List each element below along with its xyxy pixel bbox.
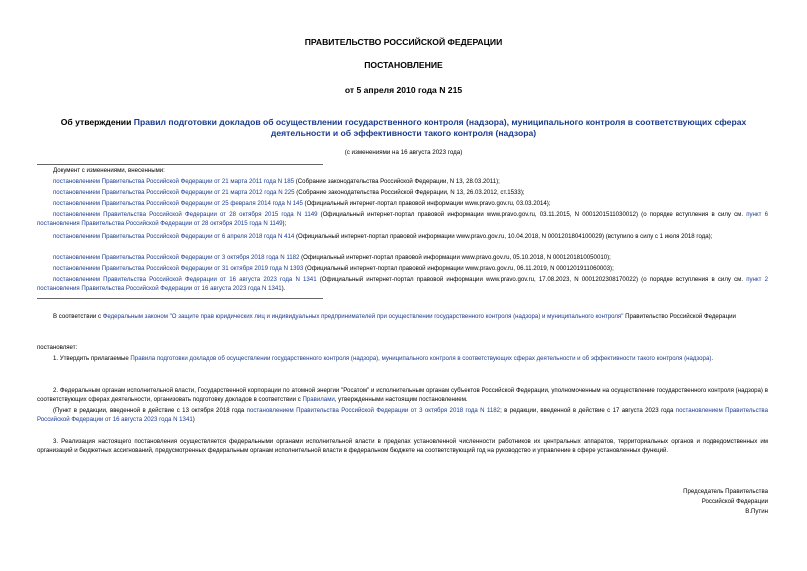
paragraph-2-after: , утвержденными настоящим постановлением. bbox=[334, 396, 468, 403]
amendment-link-1[interactable]: постановлением Правительства Российской Федерации от 21 марта 2011 года N 185 bbox=[53, 178, 295, 185]
signature-organization: Российской Федерации bbox=[701, 498, 768, 505]
decides-label: постановляет: bbox=[37, 344, 78, 351]
amendment-link-8[interactable]: постановлением Правительства Российской Федерации от 16 августа 2023 года N 1341 bbox=[53, 276, 317, 283]
amendment-link-3[interactable]: постановлением Правительства Российской Федерации от 25 февраля 2014 года N 145 bbox=[53, 200, 303, 207]
amendment-sublink-8[interactable]: пункт 2 постановления Правительства Российской Федерации от 16 августа 2023 года N 1341 bbox=[37, 276, 768, 292]
amendment-link-2[interactable]: постановлением Правительства Российской Федерации от 21 марта 2012 года N 225 bbox=[53, 189, 295, 196]
amendment-tail-8: ). bbox=[281, 285, 286, 292]
note-after: ) bbox=[192, 416, 195, 423]
amendment-tail-4: ); bbox=[282, 220, 287, 227]
edition-note: (с изменениями на 16 августа 2023 года) bbox=[344, 149, 463, 156]
federal-law-link[interactable]: Федеральным законом "О защите прав юридических лиц и индивидуальных предпринимателей при осуществлении государственного контроля (надзора) и муниципального контроля" bbox=[102, 313, 624, 320]
bottom-divider bbox=[37, 298, 323, 299]
rules-short-link[interactable]: Правилами bbox=[302, 396, 335, 403]
preamble bbox=[37, 312, 768, 321]
document-title bbox=[40, 117, 767, 139]
rules-title-link[interactable]: Правил подготовки докладов об осуществлении государственного контроля (надзора), муниципального контроля в соответствующих сферах деятельности и об эффективности такого контроля (надзора) bbox=[133, 117, 747, 138]
list-item bbox=[37, 275, 768, 293]
top-divider bbox=[37, 164, 323, 165]
amendment-text-1: (Собрание законодательства Российской Федерации, N 13, 28.03.2011); bbox=[294, 178, 500, 185]
amendment-text-7: (Официальный интернет-портал правовой информации www.pravo.gov.ru, 06.11.2019, N 0001201911060003); bbox=[303, 265, 614, 272]
amendment-sublink-4[interactable]: пункт 6 постановления Правительства Российской Федерации от 28 октября 2015 года N 1149 bbox=[37, 211, 768, 227]
amendment-text-6: (Официальный интернет-портал правовой информации www.pravo.gov.ru, 05.10.2018, N 0001201810050010); bbox=[299, 254, 611, 261]
list-item bbox=[37, 210, 768, 228]
amendment-link-7[interactable]: постановлением Правительства Российской Федерации от 31 октября 2019 года N 1393 bbox=[53, 265, 304, 272]
amendment-link-6[interactable]: постановлением Правительства Российской Федерации от 3 октября 2018 года N 1182 bbox=[53, 254, 300, 261]
title-prefix: Об утверждении bbox=[60, 117, 134, 127]
paragraph-2-before: 2. Федеральным органам исполнительной власти, Государственной корпорации по атомной энергии "Росатом" и исполнительным органам субъектов Российской Федерации, уполномоченным на осуществление государственного контроля (надзора) в соответствующих сферах деятельности, организовать подготовку докладов в соответствии с bbox=[37, 387, 768, 403]
note-link-1182[interactable]: постановлением Правительства Российской Федерации от 3 октября 2018 года N 1182 bbox=[246, 407, 501, 414]
paragraph-2-note bbox=[37, 406, 768, 424]
amendment-text-2: (Собрание законодательства Российской Федерации, N 13, 26.03.2012, ст.1533); bbox=[294, 189, 525, 196]
document-type-heading: ПОСТАНОВЛЕНИЕ bbox=[364, 60, 443, 70]
signature-block bbox=[683, 487, 768, 517]
list-item bbox=[37, 188, 768, 197]
paragraph-1 bbox=[37, 354, 768, 363]
preamble-after: Правительство Российской Федерации bbox=[623, 313, 736, 320]
changes-intro: Документ с изменениями, внесенными: bbox=[53, 167, 165, 174]
amendment-link-5[interactable]: постановлением Правительства Российской Федерации от 6 апреля 2018 года N 414 bbox=[53, 233, 295, 240]
amendment-text-4: (Официальный интернет-портал правовой информации www.pravo.gov.ru, 03.11.2015, N 0001201511030012) (о порядке вступления в силу см. bbox=[317, 211, 747, 218]
list-item bbox=[37, 232, 768, 241]
amendment-text-5: (Официальный интернет-портал правовой информации www.pravo.gov.ru, 10.04.2018, N 0001201804100029) (вступило в силу с 1 июля 2018 года); bbox=[294, 233, 713, 240]
amendment-text-3: (Официальный интернет-портал правовой информации www.pravo.gov.ru, 03.03.2014); bbox=[302, 200, 551, 207]
list-item bbox=[37, 264, 768, 273]
list-item bbox=[37, 177, 768, 186]
paragraph-1-after: . bbox=[711, 355, 714, 362]
note-mid: ; в редакции, введенной в действие с 17 августа 2023 года bbox=[500, 407, 676, 414]
list-item bbox=[37, 253, 768, 262]
paragraph-2 bbox=[37, 386, 768, 404]
paragraph-1-before: 1. Утвердить прилагаемые bbox=[53, 355, 131, 362]
signature-position: Председатель Правительства bbox=[683, 488, 768, 495]
amendment-link-4[interactable]: постановлением Правительства Российской Федерации от 28 октября 2015 года N 1149 bbox=[53, 211, 318, 218]
preamble-before: В соответствии с bbox=[53, 313, 103, 320]
paragraph-3: 3. Реализация настоящего постановления осуществляется федеральными органами исполнительной власти в пределах установленной численности работников их центральных аппаратов, территориальных органов и подведомственных им организаций и бюджетных ассигнований, предусмотренных федеральным органам исполнительной власти в федеральном бюджете на соответствующий год на руководство и управление в сфере установленных функций. bbox=[37, 438, 768, 454]
date-number-heading: от 5 апреля 2010 года N 215 bbox=[344, 85, 463, 95]
signature-name: В.Путин bbox=[745, 508, 768, 515]
government-heading: ПРАВИТЕЛЬСТВО РОССИЙСКОЙ ФЕДЕРАЦИИ bbox=[304, 37, 503, 47]
note-link-1341[interactable]: постановлением Правительства Российской Федерации от 16 августа 2023 года N 1341 bbox=[37, 407, 768, 423]
rules-link[interactable]: Правила подготовки докладов об осуществлении государственного контроля (надзора), муниципального контроля в соответствующих сферах деятельности и об эффективности такого контроля (надзора) bbox=[130, 355, 712, 362]
note-before: (Пункт в редакции, введенной в действие с 13 октября 2018 года bbox=[53, 407, 247, 414]
list-item bbox=[37, 199, 768, 208]
amendment-text-8: (Официальный интернет-портал правовой информации www.pravo.gov.ru, 17.08.2023, N 0001202308170022) (о порядке вступления в силу см. bbox=[316, 276, 747, 283]
